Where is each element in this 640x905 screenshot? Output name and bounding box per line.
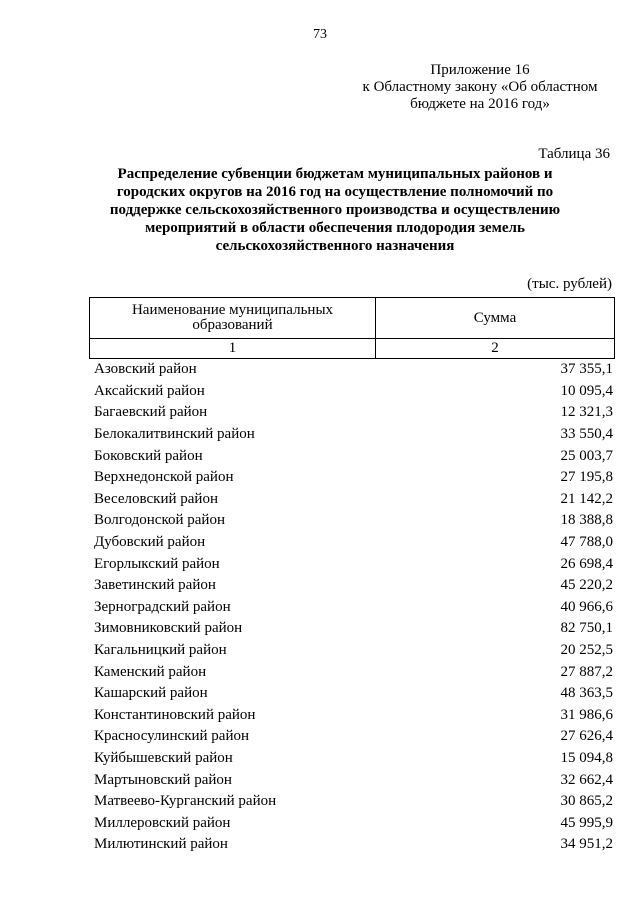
subvention-sum: 34 951,2 (560, 836, 613, 853)
subvention-sum: 27 195,8 (560, 469, 613, 486)
municipality-name: Куйбышевский район (94, 749, 233, 766)
table-row (89, 597, 615, 619)
subvention-sum: 27 626,4 (560, 728, 613, 745)
appendix-reference (350, 62, 610, 113)
table-row (89, 812, 615, 834)
municipality-name: Красносулинский район (94, 728, 250, 745)
table-row (89, 402, 615, 424)
table-row (89, 769, 615, 791)
subvention-sum: 33 550,4 (560, 426, 613, 443)
subvention-sum: 10 095,4 (560, 382, 613, 399)
municipality-name: Миллеровский район (94, 814, 231, 831)
municipality-name: Каменский район (94, 663, 207, 680)
subvention-sum: 37 355,1 (560, 361, 613, 378)
subvention-sum: 15 094,8 (560, 749, 613, 766)
subvention-sum: 25 003,7 (560, 447, 613, 464)
table-row (89, 618, 615, 640)
table-row (89, 683, 615, 705)
column-number-1: 1 (90, 339, 376, 359)
table-row (89, 359, 615, 381)
municipality-name: Кашарский район (94, 685, 208, 702)
table-row (89, 445, 615, 467)
subvention-sum: 48 363,5 (560, 685, 613, 702)
table-row (89, 532, 615, 554)
appendix-line-2: к Областному закону «Об областном (362, 79, 598, 95)
table-row (89, 748, 615, 770)
table-row (89, 424, 615, 446)
table-body (89, 359, 615, 856)
municipality-name: Веселовский район (94, 490, 218, 507)
table-row (89, 553, 615, 575)
table-row (89, 661, 615, 683)
municipality-name: Волгодонской район (94, 512, 225, 529)
municipality-name: Заветинский район (94, 577, 216, 594)
header-sum: Сумма (376, 298, 615, 339)
municipality-name: Зерноградский район (94, 598, 231, 615)
subvention-sum: 40 966,6 (560, 598, 613, 615)
table-row (89, 726, 615, 748)
municipality-name: Верхнедонской район (94, 469, 234, 486)
table-row (89, 791, 615, 813)
municipality-name: Багаевский район (94, 404, 208, 421)
subvention-sum: 32 662,4 (560, 771, 613, 788)
document-title: Распределение субвенции бюджетам муниципальных районов и городских округов на 2016 год на осуществление полномочий по поддержке сельскохозяйственного производства и осуществлению мероприятий в области обеспечения плодородия земель сельскохозяйственного назначения (109, 166, 561, 254)
subvention-sum: 27 887,2 (560, 663, 613, 680)
table-row (89, 381, 615, 403)
municipality-name: Аксайский район (94, 382, 205, 399)
subvention-sum: 45 995,9 (560, 814, 613, 831)
subvention-sum: 18 388,8 (560, 512, 613, 529)
subvention-sum: 82 750,1 (560, 620, 613, 637)
municipality-name: Милютинский район (94, 836, 228, 853)
municipality-name: Азовский район (94, 361, 197, 378)
municipality-name: Егорлыкский район (94, 555, 220, 572)
appendix-line-1: Приложение 16 (430, 62, 530, 78)
table-label: Таблица 36 (538, 146, 610, 162)
subvention-sum: 26 698,4 (560, 555, 613, 572)
subvention-sum: 20 252,5 (560, 642, 613, 659)
municipality-name: Дубовский район (94, 534, 206, 551)
municipality-name: Зимовниковский район (94, 620, 243, 637)
page-number: 73 (313, 27, 327, 42)
table-header (89, 297, 615, 359)
column-number-2: 2 (376, 339, 615, 359)
table-row (89, 640, 615, 662)
appendix-line-3: бюджете на 2016 год» (410, 96, 550, 112)
subvention-sum: 12 321,3 (560, 404, 613, 421)
subvention-sum: 47 788,0 (560, 534, 613, 551)
municipality-name: Матвеево-Курганский район (94, 793, 277, 810)
header-municipality: Наименование муниципальных образований (90, 298, 376, 339)
municipality-name: Белокалитвинский район (94, 426, 255, 443)
table-row (89, 705, 615, 727)
table-row (89, 510, 615, 532)
municipality-name: Мартыновский район (94, 771, 232, 788)
subvention-sum: 45 220,2 (560, 577, 613, 594)
municipality-name: Боковский район (94, 447, 203, 464)
table-row (89, 489, 615, 511)
subvention-sum: 31 986,6 (560, 706, 613, 723)
units-label: (тыс. рублей) (527, 276, 612, 292)
municipality-name: Константиновский район (94, 706, 256, 723)
subvention-sum: 30 865,2 (560, 793, 613, 810)
subvention-sum: 21 142,2 (560, 490, 613, 507)
municipality-name: Кагальницкий район (94, 642, 227, 659)
table-row (89, 834, 615, 856)
table-row (89, 467, 615, 489)
table-row (89, 575, 615, 597)
